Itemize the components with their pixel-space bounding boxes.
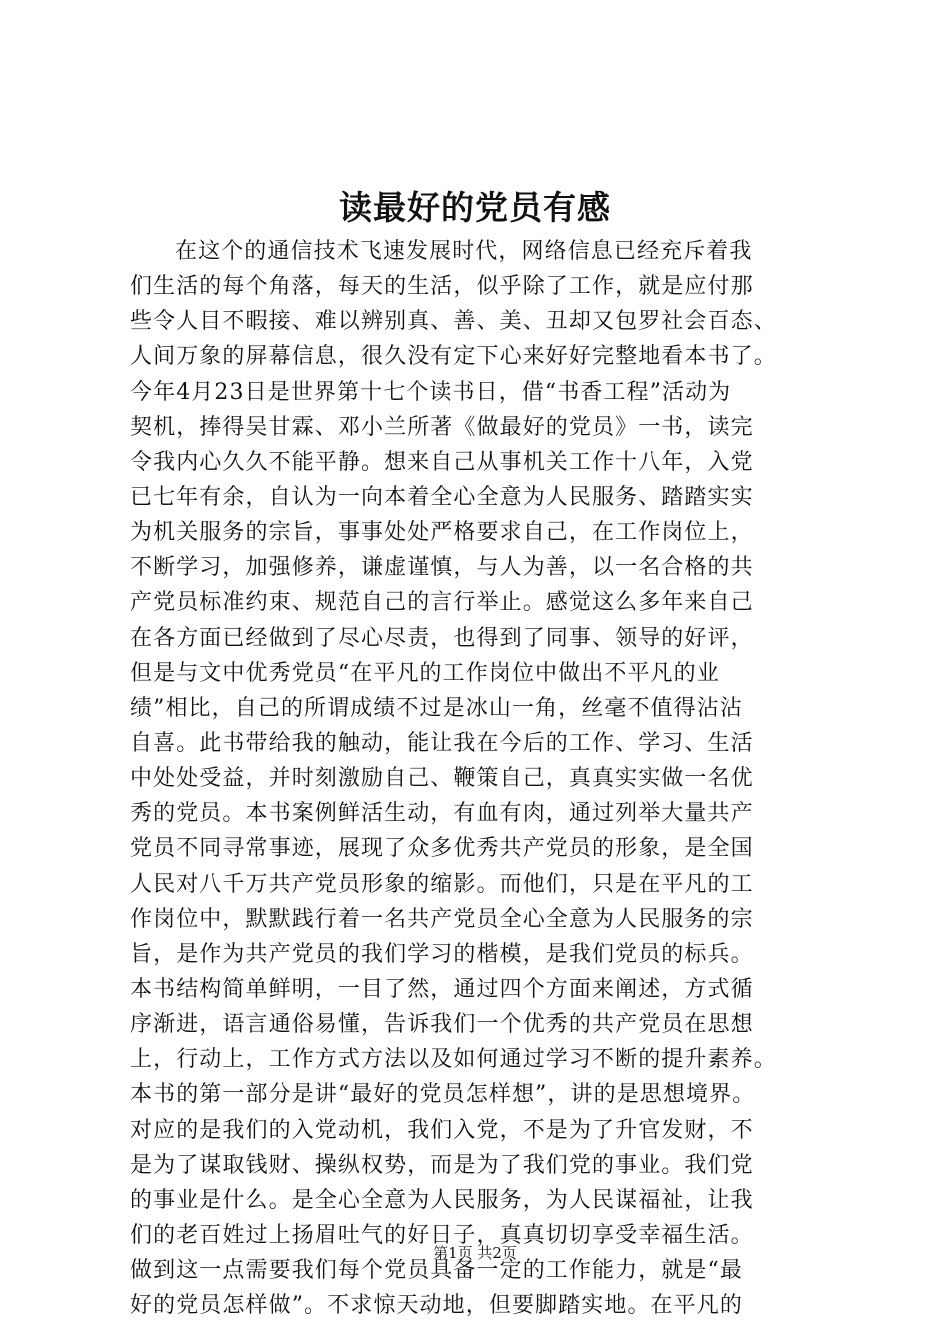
text-line: 人间万象的屏幕信息，很久没有定下心来好好完整地看本书了。 [130,344,777,370]
body-text [130,234,830,1323]
text-line: 在这个的通信技术飞速发展时代，网络信息已经充斥着我 [175,239,753,264]
document-title: 读最好的党员有感 [339,188,611,227]
text-line: 在各方面已经做到了尽心尽责，也得到了同事、领导的好评， [130,625,754,651]
text-line: 些令人目不暇接、难以辨别真、善、美、丑却又包罗社会百态、 [130,309,777,335]
text-line: 是为了谋取钱财、操纵权势，而是为了我们党的事业。我们党 [130,1152,754,1178]
text-line: 产党员标准约束、规范自己的言行举止。感觉这么多年来自己 [130,590,754,616]
text-line: 旨，是作为共产党员的我们学习的楷模，是我们党员的标兵。 [130,941,754,967]
text-line: 们的老百姓过上扬眉吐气的好日子，真真切切享受幸福生活。 [130,1222,754,1248]
page-footer: 第1页 共2页 [433,1244,517,1262]
text-line: 不断学习，加强修养，谦虚谨慎，与人为善，以一名合格的共 [130,555,754,581]
text-line: 自喜。此书带给我的触动，能让我在今后的工作、学习、生活 [130,730,754,756]
text-line: 好的党员怎样做”。不求惊天动地，但要脚踏实地。在平凡的 [130,1293,743,1319]
text-line: 上，行动上，工作方式方法以及如何通过学习不断的提升素养。 [130,1047,777,1073]
text-line: 序渐进，语言通俗易懂，告诉我们一个优秀的共产党员在思想 [130,1012,754,1038]
text-line: 做到这一点需要我们每个党员具备一定的工作能力，就是“最 [130,1258,743,1284]
text-line: 对应的是我们的入党动机，我们入党，不是为了升官发财，不 [130,1117,754,1143]
text-line: 为机关服务的宗旨，事事处处严格要求自己，在工作岗位上， [130,520,754,546]
text-line: 令我内心久久不能平静。想来自己从事机关工作十八年，入党 [130,449,754,475]
text-line: 党员不同寻常事迹，展现了众多优秀共产党员的形象，是全国 [130,836,754,862]
text-line: 本书的第一部分是讲“最好的党员怎样想”，讲的是思想境界。 [130,1082,756,1108]
text-line: 人民对八千万共产党员形象的缩影。而他们，只是在平凡的工 [130,871,754,897]
text-line: 秀的党员。本书案例鲜活生动，有血有肉，通过列举大量共产 [130,801,754,827]
text-line: 已七年有余，自认为一向本着全心全意为人民服务、踏踏实实 [130,484,754,510]
text-line: 们生活的每个角落，每天的生活，似乎除了工作，就是应付那 [130,274,754,300]
text-line: 今年4月23日是世界第十七个读书日，借“书香工程”活动为 [130,379,732,405]
text-line: 但是与文中优秀党员“在平凡的工作岗位中做出不平凡的业 [130,660,720,686]
text-line: 的事业是什么。是全心全意为人民服务，为人民谋福祉，让我 [130,1187,754,1213]
text-line: 本书结构简单鲜明，一目了然，通过四个方面来阐述，方式循 [130,976,754,1002]
text-line: 绩”相比，自己的所谓成绩不过是冰山一角，丝毫不值得沾沾 [130,695,743,721]
text-line: 中处处受益，并时刻激励自己、鞭策自己，真真实实做一名优 [130,766,754,792]
text-line: 作岗位中，默默践行着一名共产党员全心全意为人民服务的宗 [130,906,754,932]
text-line: 契机，捧得吴甘霖、邓小兰所著《做最好的党员》一书，读完 [130,414,754,440]
